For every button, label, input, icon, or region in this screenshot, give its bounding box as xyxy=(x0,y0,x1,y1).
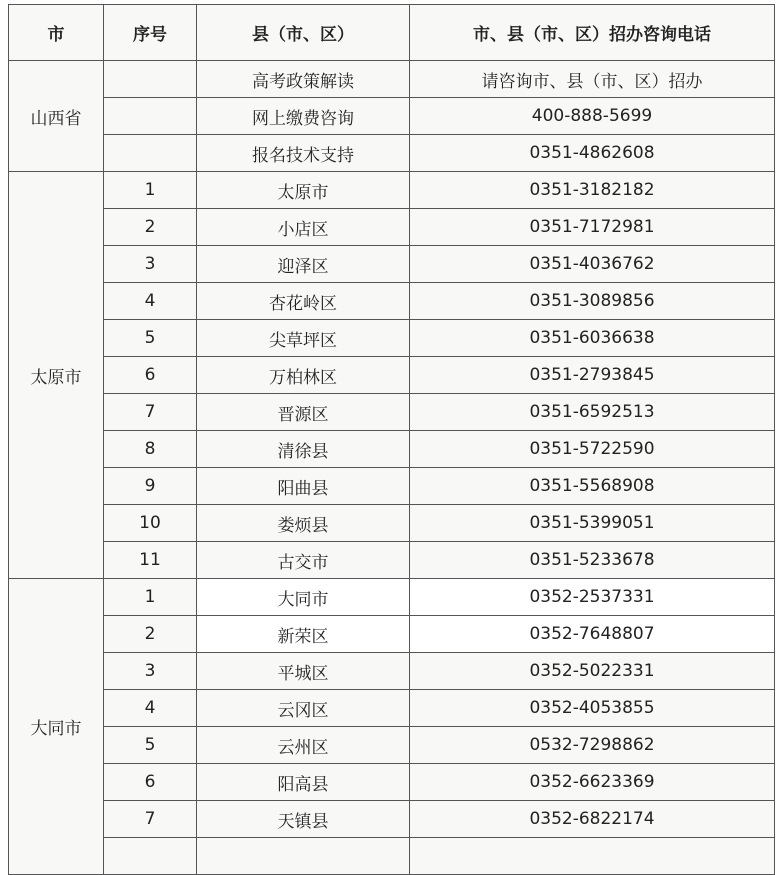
row-number: 7 xyxy=(104,801,197,838)
phone-number: 400-888-5699 xyxy=(410,98,775,135)
contact-table xyxy=(8,4,775,875)
county-name: 小店区 xyxy=(197,209,410,246)
county-name: 平城区 xyxy=(197,653,410,690)
table-row xyxy=(9,394,775,431)
row-number xyxy=(104,135,197,172)
table-row xyxy=(9,431,775,468)
row-number xyxy=(104,838,197,875)
row-number: 3 xyxy=(104,246,197,283)
table-row xyxy=(9,616,775,653)
row-number: 4 xyxy=(104,690,197,727)
phone-number: 0351-4036762 xyxy=(410,246,775,283)
phone-number: 请咨询市、县（市、区）招办 xyxy=(410,61,775,98)
phone-number: 0532-7298862 xyxy=(410,727,775,764)
table-row xyxy=(9,283,775,320)
county-name: 云冈区 xyxy=(197,690,410,727)
header-phone: 市、县（市、区）招办咨询电话 xyxy=(410,5,775,61)
phone-number: 0351-5722590 xyxy=(410,431,775,468)
table-row xyxy=(9,690,775,727)
table-row xyxy=(9,61,775,98)
county-name: 尖草坪区 xyxy=(197,320,410,357)
table-row xyxy=(9,653,775,690)
phone-number: 0352-6822174 xyxy=(410,801,775,838)
phone-number: 0351-6036638 xyxy=(410,320,775,357)
row-number: 6 xyxy=(104,357,197,394)
table-row xyxy=(9,98,775,135)
county-name: 阳高县 xyxy=(197,764,410,801)
county-name: 高考政策解读 xyxy=(197,61,410,98)
phone-number: 0352-6623369 xyxy=(410,764,775,801)
table-row xyxy=(9,172,775,209)
phone-number: 0351-5233678 xyxy=(410,542,775,579)
table-row xyxy=(9,727,775,764)
county-name: 清徐县 xyxy=(197,431,410,468)
table-row xyxy=(9,135,775,172)
table-row xyxy=(9,246,775,283)
table-row xyxy=(9,838,775,875)
phone-number: 0351-3182182 xyxy=(410,172,775,209)
table-row xyxy=(9,320,775,357)
phone-number: 0352-2537331 xyxy=(410,579,775,616)
table-row xyxy=(9,579,775,616)
phone-number: 0351-5568908 xyxy=(410,468,775,505)
county-name: 晋源区 xyxy=(197,394,410,431)
county-name: 太原市 xyxy=(197,172,410,209)
header-number: 序号 xyxy=(104,5,197,61)
phone-number: 0351-5399051 xyxy=(410,505,775,542)
county-name: 云州区 xyxy=(197,727,410,764)
phone-number: 0352-5022331 xyxy=(410,653,775,690)
row-number: 2 xyxy=(104,209,197,246)
table-row xyxy=(9,468,775,505)
table-row xyxy=(9,357,775,394)
county-name xyxy=(197,838,410,875)
phone-number: 0352-4053855 xyxy=(410,690,775,727)
phone-number: 0351-6592513 xyxy=(410,394,775,431)
table-row xyxy=(9,764,775,801)
county-name: 娄烦县 xyxy=(197,505,410,542)
county-name: 杏花岭区 xyxy=(197,283,410,320)
row-number: 5 xyxy=(104,727,197,764)
table-row xyxy=(9,801,775,838)
city-cell: 太原市 xyxy=(9,172,104,579)
phone-number: 0351-3089856 xyxy=(410,283,775,320)
phone-number xyxy=(410,838,775,875)
row-number: 7 xyxy=(104,394,197,431)
county-name: 网上缴费咨询 xyxy=(197,98,410,135)
city-cell: 山西省 xyxy=(9,61,104,172)
row-number: 4 xyxy=(104,283,197,320)
phone-number: 0352-7648807 xyxy=(410,616,775,653)
phone-number: 0351-4862608 xyxy=(410,135,775,172)
row-number: 3 xyxy=(104,653,197,690)
header-city: 市 xyxy=(9,5,104,61)
row-number: 6 xyxy=(104,764,197,801)
county-name: 万柏林区 xyxy=(197,357,410,394)
row-number: 5 xyxy=(104,320,197,357)
county-name: 新荣区 xyxy=(197,616,410,653)
table-row xyxy=(9,542,775,579)
row-number: 1 xyxy=(104,172,197,209)
row-number xyxy=(104,61,197,98)
table-row xyxy=(9,209,775,246)
county-name: 大同市 xyxy=(197,579,410,616)
county-name: 报名技术支持 xyxy=(197,135,410,172)
phone-number: 0351-7172981 xyxy=(410,209,775,246)
phone-number: 0351-2793845 xyxy=(410,357,775,394)
header-county: 县（市、区） xyxy=(197,5,410,61)
table-row xyxy=(9,505,775,542)
header-row xyxy=(9,5,775,61)
row-number: 10 xyxy=(104,505,197,542)
county-name: 迎泽区 xyxy=(197,246,410,283)
row-number xyxy=(104,98,197,135)
city-cell: 大同市 xyxy=(9,579,104,875)
row-number: 11 xyxy=(104,542,197,579)
row-number: 9 xyxy=(104,468,197,505)
county-name: 天镇县 xyxy=(197,801,410,838)
county-name: 阳曲县 xyxy=(197,468,410,505)
row-number: 2 xyxy=(104,616,197,653)
row-number: 8 xyxy=(104,431,197,468)
row-number: 1 xyxy=(104,579,197,616)
county-name: 古交市 xyxy=(197,542,410,579)
